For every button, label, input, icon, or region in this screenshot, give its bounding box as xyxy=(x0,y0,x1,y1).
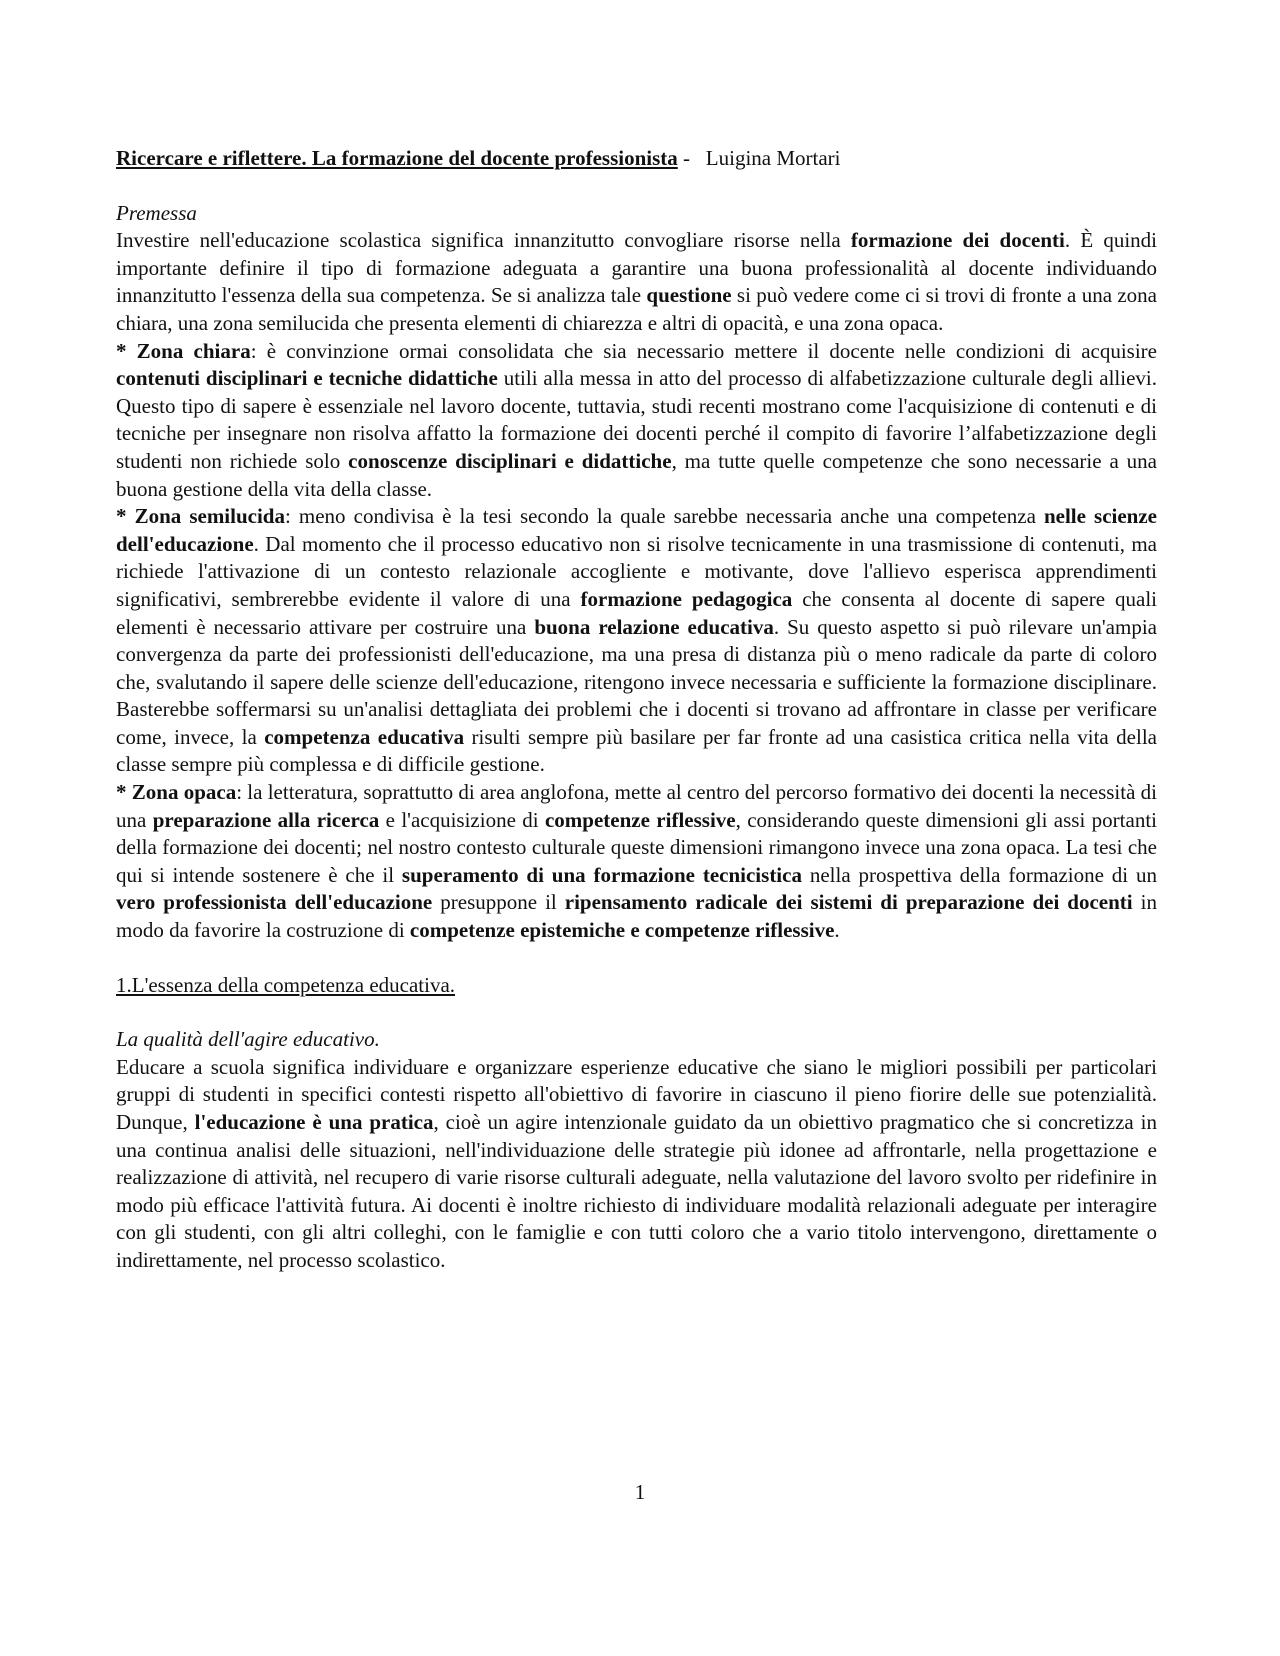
document-page xyxy=(116,145,1157,1275)
document-title: Ricercare e riflettere. La formazione del docente professionista xyxy=(116,146,678,170)
text-run: , ma tutte quelle competenze che sono necessarie a una buona gestione della vita della classe. xyxy=(116,448,1157,501)
text-run: e l'acquisizione di xyxy=(379,807,545,832)
text-run: , considerando queste dimensioni gli assi portanti della formazione dei docenti; nel nostro contesto culturale queste dimensioni rimangono invece una zona opaca. La tesi che qui si intende sostenere è che il xyxy=(116,807,1157,887)
bold-text: contenuti disciplinari e tecniche didattiche xyxy=(116,366,498,391)
bold-text: ripensamento radicale dei sistemi di preparazione dei docenti xyxy=(564,890,1133,915)
spacer xyxy=(116,173,1157,200)
text-run: in modo da favorire la costruzione di xyxy=(116,890,1157,943)
paragraph-intro xyxy=(116,227,1157,337)
text-run: : la letteratura, soprattutto di area anglofona, mette al centro del percorso formativo dei docenti la necessità di una xyxy=(116,780,1158,832)
paragraph-zona-chiara xyxy=(116,338,1157,504)
bold-text: buona relazione educativa xyxy=(534,614,774,639)
text-run: : meno condivisa è la tesi secondo la quale sarebbe necessaria anche una competenza xyxy=(285,504,1044,529)
title-line xyxy=(116,145,1157,173)
text-run: si può vedere come ci si trovi di fronte a una zona chiara, una zona semilucida che presenta elementi di chiarezza e altri di opacità, e una zona opaca. xyxy=(116,283,1157,335)
bold-text: * Zona opaca xyxy=(116,780,237,805)
text-run: che consenta al docente di sapere quali elementi è necessario attivare per costruire una xyxy=(116,586,1158,639)
text-run: Investire nell'educazione scolastica significa innanzitutto convogliare risorse nella xyxy=(116,228,851,253)
bold-text: * Zona semilucida xyxy=(116,504,285,529)
section-heading: 1.L'essenza della competenza educativa. xyxy=(116,972,456,997)
text-run: presuppone il xyxy=(432,890,565,915)
bold-text: preparazione alla ricerca xyxy=(152,807,380,832)
text-run: . È quindi importante definire il tipo di formazione adeguata a garantire una buona professionalità al docente individuando innanzitutto l'essenza della sua competenza. Se si analizza tale xyxy=(116,228,1158,308)
text-run: . xyxy=(834,918,840,943)
text-run: risulti sempre più basilare per far fronte ad una casistica critica nella vita della classe sempre più complessa e di difficile gestione. xyxy=(116,724,1157,777)
text-run: nella prospettiva della formazione di un xyxy=(801,862,1157,887)
text-run: Educare a scuola significa individuare e organizzare esperienze educative che siano le migliori possibili per particolari gruppi di studenti in specifici contesti rispetto all'obiettivo di favorire in ciascuno il pieno fiorire delle sue potenzialità. Dunque, xyxy=(116,1054,1157,1134)
bold-text: * Zona chiara xyxy=(116,338,251,363)
bold-text: competenze riflessive xyxy=(544,807,736,832)
subheading: La qualità dell'agire educativo. xyxy=(116,1027,380,1052)
bold-text: vero professionista dell'educazione xyxy=(116,890,433,915)
page-number: 1 xyxy=(634,1480,646,1504)
author-name: Luigina Mortari xyxy=(705,146,841,170)
text-run: . Su questo aspetto si può rilevare un'ampia convergenza da parte dei professionisti dell'educazione, ma una presa di distanza più o meno radicale da parte di coloro che, svalutando il sapere delle scienze dell'educazione, ritengono invece necessaria e sufficiente la formazione disciplinare. Basterebbe soffermarsi su un'analisi dettagliata dei problemi che i docenti si trovano ad affrontare in classe per verificare come, invece, la xyxy=(116,614,1157,749)
bold-text: competenza educativa xyxy=(264,724,465,749)
bold-text: superamento di una formazione tecnicistica xyxy=(401,862,802,887)
bold-text: nelle scienze dell'educazione xyxy=(116,504,1157,556)
paragraph-zona-opaca xyxy=(116,779,1157,945)
text-run: , cioè un agire intenzionale guidato da un obiettivo pragmatico che si concretizza in una continua analisi delle situazioni, nell'individuazione delle strategie più idonee ad affrontarle, nella progettazione e realizzazione di attività, nel recupero di varie risorse culturali adeguate, nella valutazione del lavoro svolto per ridefinire in modo più efficace l'attività futura. Ai docenti è inoltre richiesto di individuare modalità relazionali adeguate per interagire con gli studenti, con gli altri colleghi, con le famiglie e con tutti coloro che a vario titolo intervengono, direttamente o indirettamente, nel processo scolastico. xyxy=(116,1110,1157,1272)
spacer xyxy=(116,999,1157,1026)
bold-text: questione xyxy=(646,283,732,308)
spacer xyxy=(116,945,1157,972)
text-run: . Dal momento che il processo educativo non si risolve tecnicamente in una trasmissione di contenuti, ma richiede l'attivazione di un contesto relazionale accogliente e motivante, dove l'allievo esperisca apprendimenti significativi, sembrerebbe evidente il valore di una xyxy=(116,531,1157,611)
title-separator: - xyxy=(677,146,691,170)
bold-text: conoscenze disciplinari e didattiche xyxy=(348,448,672,473)
premessa-heading: Premessa xyxy=(116,200,197,225)
bold-text: competenze epistemiche e competenze riflessive xyxy=(409,918,835,943)
bold-text: l'educazione è una pratica xyxy=(194,1110,434,1134)
bold-text: formazione dei docenti xyxy=(850,228,1065,253)
text-run: utili alla messa in atto del processo di alfabetizzazione culturale degli allievi. Questo tipo di sapere è essenziale nel lavoro docente, tuttavia, studi recenti mostrano come l'acquisizione di contenuti e di tecniche per insegnare non risolva affatto la formazione dei docenti perché il compito di favorire l’alfabetizzazione degli studenti non richiede solo xyxy=(116,366,1157,473)
paragraph-zona-semilucida xyxy=(116,503,1157,779)
text-run: : è convinzione ormai consolidata che sia necessario mettere il docente nelle condizioni di acquisire xyxy=(250,338,1157,363)
bold-text: formazione pedagogica xyxy=(580,586,793,611)
paragraph-educare xyxy=(116,1054,1157,1275)
